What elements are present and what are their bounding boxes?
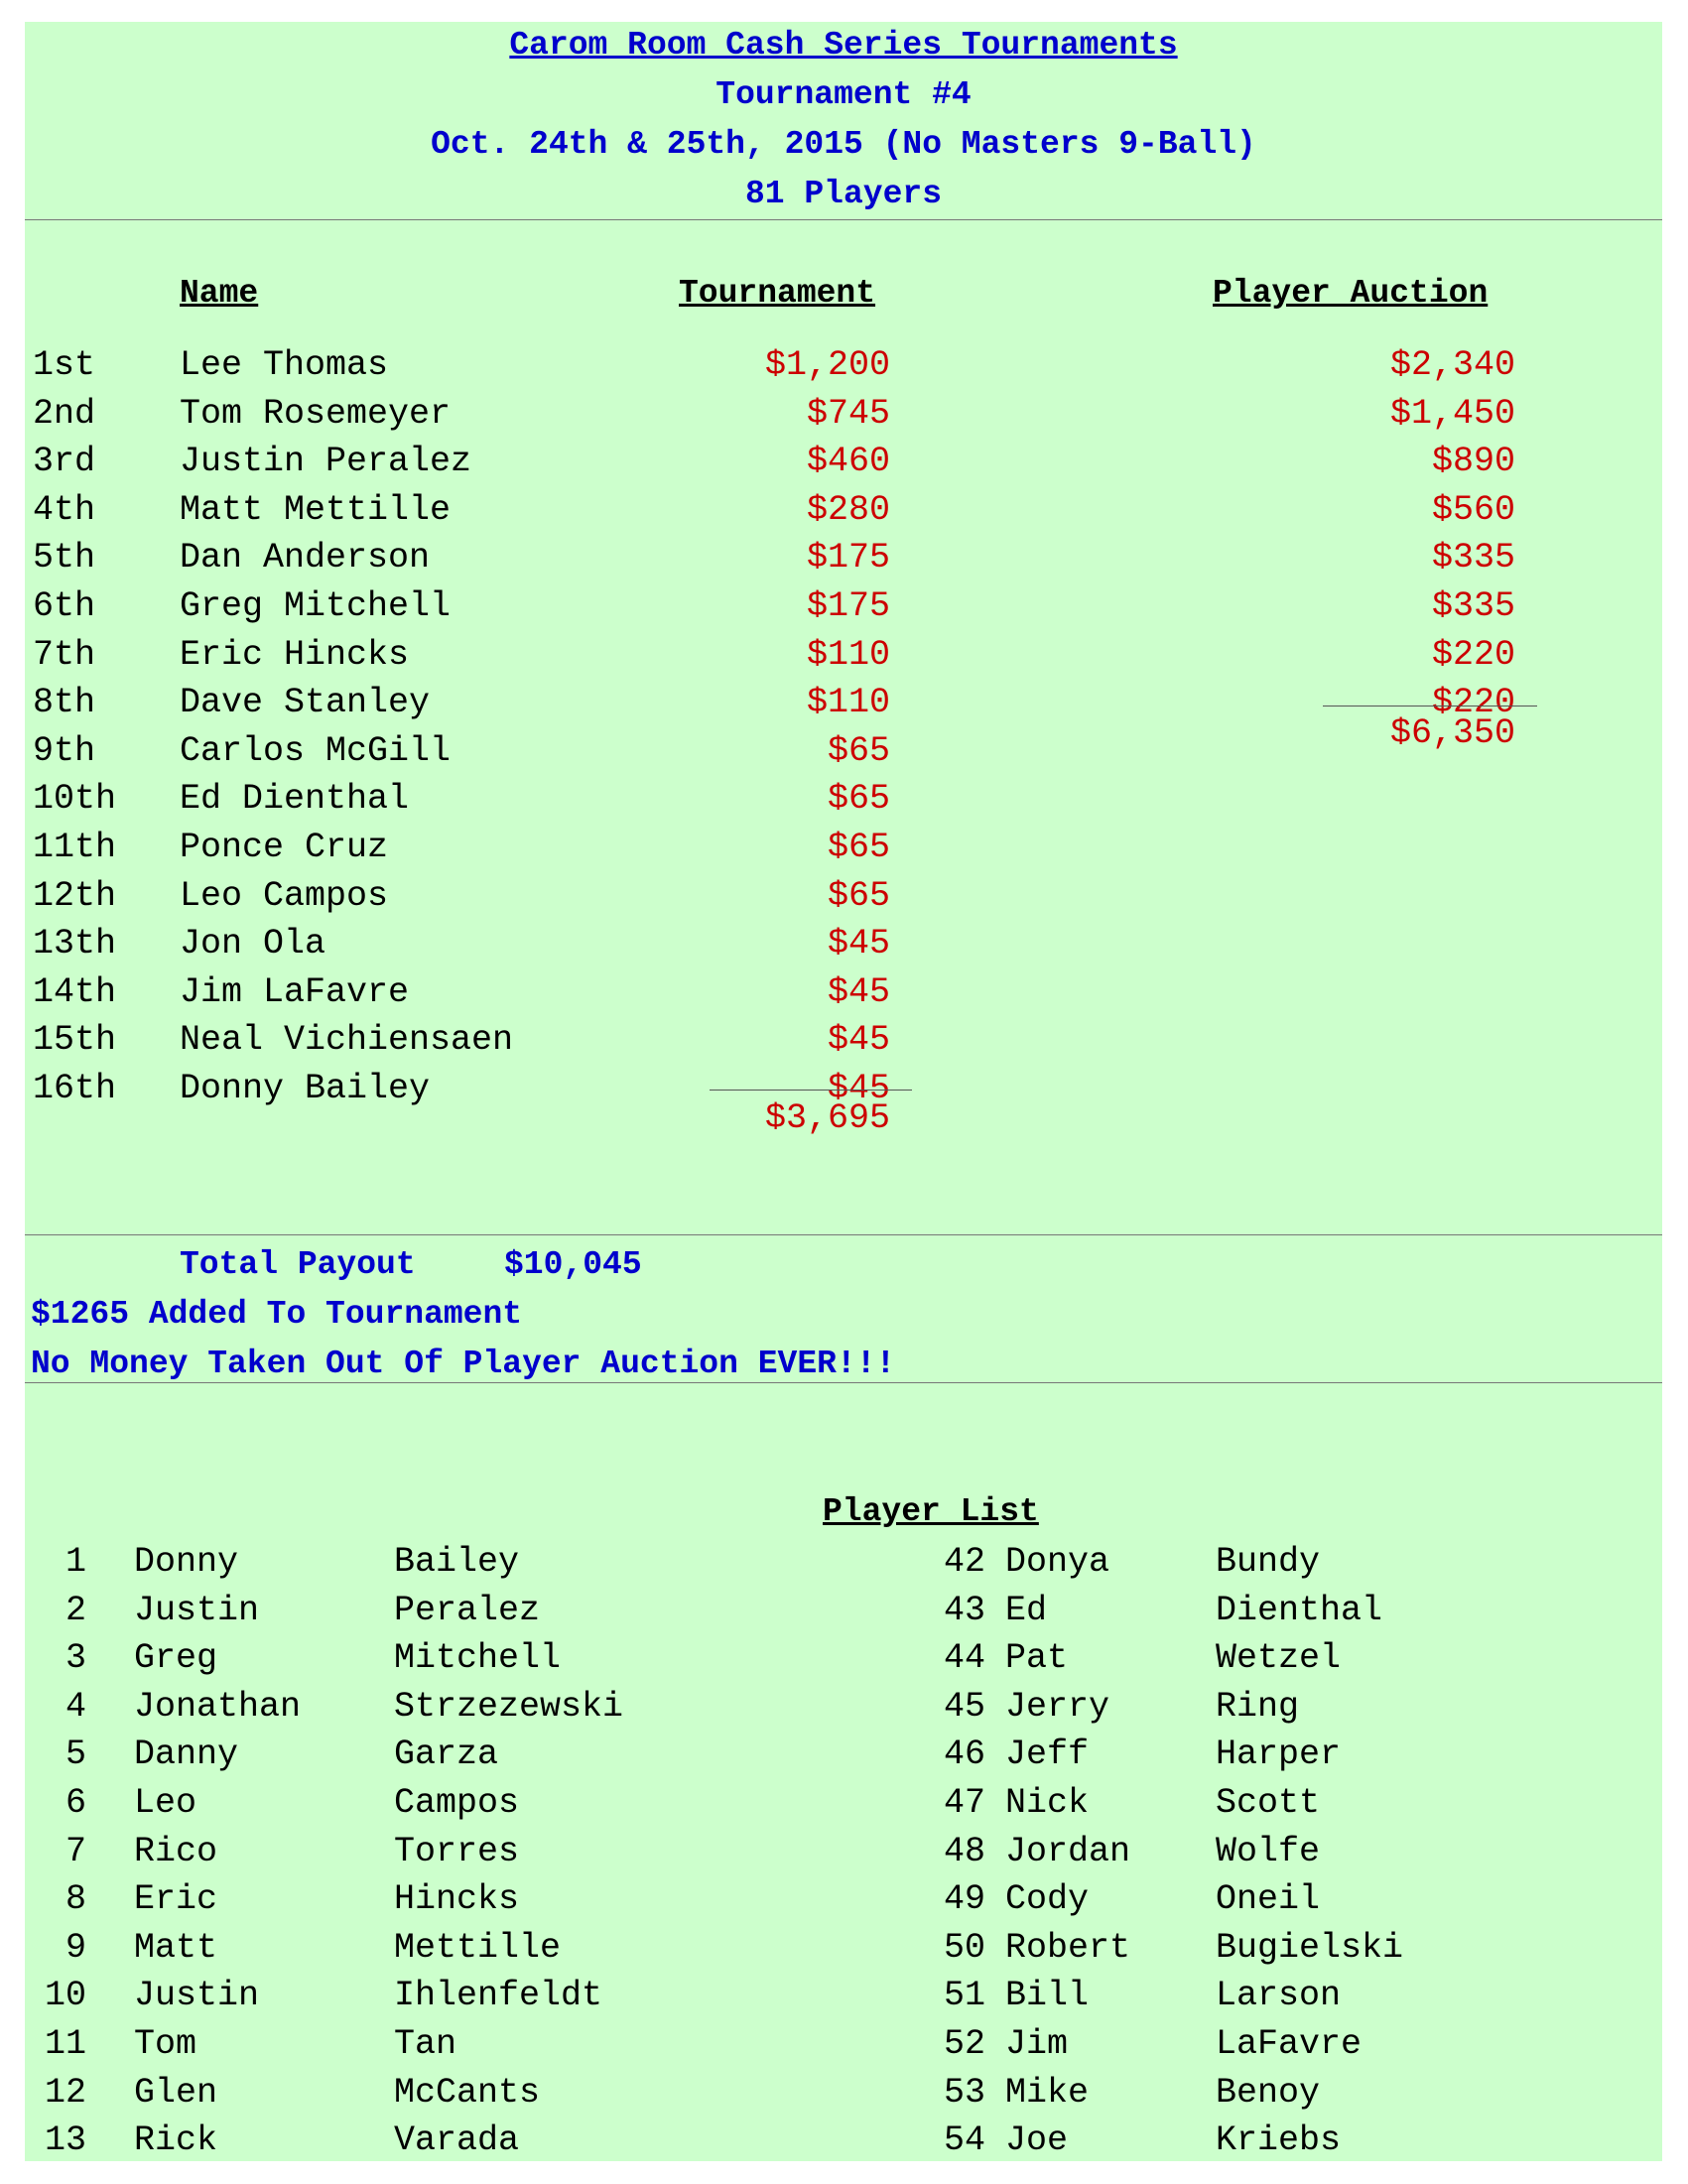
player-first-name: Pat bbox=[1005, 1638, 1069, 1678]
player-first-name: Danny bbox=[134, 1734, 239, 1774]
player-first-name: Greg bbox=[134, 1638, 218, 1678]
auction-note: No Money Taken Out Of Player Auction EVER!!! bbox=[31, 1346, 896, 1382]
player-last-name: Hincks bbox=[394, 1879, 520, 1919]
auction-payout: $890 bbox=[1431, 442, 1515, 481]
player-name: Donny Bailey bbox=[180, 1069, 431, 1108]
player-number: 13 bbox=[45, 2120, 87, 2160]
place-label: 10th bbox=[33, 779, 117, 819]
player-first-name: Tom bbox=[134, 2024, 197, 2064]
divider bbox=[25, 1234, 1662, 1235]
player-number: 4 bbox=[65, 1687, 86, 1727]
player-last-name: Garza bbox=[394, 1734, 499, 1774]
player-first-name: Donya bbox=[1005, 1542, 1110, 1582]
player-last-name: Mitchell bbox=[394, 1638, 562, 1678]
name-column-header: Name bbox=[180, 275, 259, 312]
player-name: Lee Thomas bbox=[180, 345, 389, 385]
divider bbox=[25, 219, 1662, 220]
tournament-payout: $110 bbox=[806, 635, 890, 675]
player-last-name: Peralez bbox=[394, 1591, 541, 1630]
tournament-total: $3,695 bbox=[764, 1098, 890, 1138]
auction-payout: $1,450 bbox=[1389, 394, 1515, 434]
player-first-name: Leo bbox=[134, 1783, 197, 1823]
player-number: 1 bbox=[65, 1542, 86, 1582]
player-first-name: Justin bbox=[134, 1976, 260, 2015]
player-name: Justin Peralez bbox=[180, 442, 472, 481]
player-last-name: Harper bbox=[1216, 1734, 1342, 1774]
place-label: 15th bbox=[33, 1020, 117, 1060]
player-number: 11 bbox=[45, 2024, 87, 2064]
player-last-name: Tan bbox=[394, 2024, 457, 2064]
player-last-name: Benoy bbox=[1216, 2073, 1321, 2113]
player-first-name: Mike bbox=[1005, 2073, 1090, 2113]
tournament-payout: $280 bbox=[806, 490, 890, 530]
place-label: 16th bbox=[33, 1069, 117, 1108]
auction-total: $6,350 bbox=[1389, 713, 1515, 753]
player-number: 53 bbox=[943, 2073, 985, 2113]
page-title-link[interactable]: Carom Room Cash Series Tournaments bbox=[509, 27, 1178, 64]
tournament-payout: $65 bbox=[827, 828, 890, 867]
player-last-name: McCants bbox=[394, 2073, 541, 2113]
place-label: 8th bbox=[33, 683, 96, 722]
player-number: 42 bbox=[943, 1542, 985, 1582]
player-first-name: Jeff bbox=[1005, 1734, 1090, 1774]
player-last-name: Scott bbox=[1216, 1783, 1321, 1823]
place-label: 6th bbox=[33, 586, 96, 626]
player-name: Ed Dienthal bbox=[180, 779, 410, 819]
player-first-name: Ed bbox=[1005, 1591, 1048, 1630]
player-number: 5 bbox=[65, 1734, 86, 1774]
player-number: 9 bbox=[65, 1928, 86, 1968]
player-name: Neal Vichiensaen bbox=[180, 1020, 514, 1060]
total-payout-label: Total Payout bbox=[180, 1246, 416, 1283]
tournament-payout: $45 bbox=[827, 1069, 890, 1108]
player-name: Jon Ola bbox=[180, 924, 326, 964]
player-name: Dave Stanley bbox=[180, 683, 431, 722]
player-number: 12 bbox=[45, 2073, 87, 2113]
player-number: 50 bbox=[943, 1928, 985, 1968]
place-label: 14th bbox=[33, 972, 117, 1012]
total-payout-value: $10,045 bbox=[504, 1246, 642, 1283]
player-number: 8 bbox=[65, 1879, 86, 1919]
player-last-name: Larson bbox=[1216, 1976, 1342, 2015]
player-number: 48 bbox=[943, 1832, 985, 1871]
player-last-name: Oneil bbox=[1216, 1879, 1321, 1919]
tournament-payout: $1,200 bbox=[764, 345, 890, 385]
tournament-payout: $175 bbox=[806, 538, 890, 578]
player-first-name: Robert bbox=[1005, 1928, 1131, 1968]
auction-column-header: Player Auction bbox=[1213, 275, 1489, 312]
player-number: 10 bbox=[45, 1976, 87, 2015]
player-number: 44 bbox=[943, 1638, 985, 1678]
player-first-name: Joe bbox=[1005, 2120, 1069, 2160]
auction-payout: $335 bbox=[1431, 538, 1515, 578]
player-number: 54 bbox=[943, 2120, 985, 2160]
player-last-name: Mettille bbox=[394, 1928, 562, 1968]
auction-sum-line bbox=[1323, 706, 1537, 707]
place-label: 13th bbox=[33, 924, 117, 964]
player-last-name: Wolfe bbox=[1216, 1832, 1321, 1871]
player-last-name: Strzezewski bbox=[394, 1687, 624, 1727]
player-number: 52 bbox=[943, 2024, 985, 2064]
place-label: 11th bbox=[33, 828, 117, 867]
place-label: 2nd bbox=[33, 394, 96, 434]
player-name: Eric Hincks bbox=[180, 635, 410, 675]
tournament-payout: $110 bbox=[806, 683, 890, 722]
player-count: 81 Players bbox=[744, 176, 943, 212]
player-name: Carlos McGill bbox=[180, 731, 452, 771]
auction-payout: $2,340 bbox=[1389, 345, 1515, 385]
player-first-name: Jerry bbox=[1005, 1687, 1110, 1727]
tournament-payout: $65 bbox=[827, 731, 890, 771]
player-last-name: Bailey bbox=[394, 1542, 520, 1582]
results-sheet bbox=[25, 22, 1662, 2161]
tournament-payout: $45 bbox=[827, 924, 890, 964]
auction-payout: $560 bbox=[1431, 490, 1515, 530]
player-first-name: Bill bbox=[1005, 1976, 1090, 2015]
player-last-name: Bugielski bbox=[1216, 1928, 1404, 1968]
player-number: 6 bbox=[65, 1783, 86, 1823]
tournament-payout: $45 bbox=[827, 972, 890, 1012]
tournament-payout: $745 bbox=[806, 394, 890, 434]
player-last-name: Dienthal bbox=[1216, 1591, 1383, 1630]
player-name: Greg Mitchell bbox=[180, 586, 452, 626]
player-name: Jim LaFavre bbox=[180, 972, 410, 1012]
place-label: 1st bbox=[33, 345, 96, 385]
player-name: Tom Rosemeyer bbox=[180, 394, 452, 434]
auction-payout: $220 bbox=[1431, 683, 1515, 722]
player-last-name: Bundy bbox=[1216, 1542, 1321, 1582]
player-number: 47 bbox=[943, 1783, 985, 1823]
place-label: 12th bbox=[33, 876, 117, 916]
player-name: Dan Anderson bbox=[180, 538, 431, 578]
place-label: 3rd bbox=[33, 442, 96, 481]
player-name: Ponce Cruz bbox=[180, 828, 389, 867]
player-number: 3 bbox=[65, 1638, 86, 1678]
player-first-name: Rick bbox=[134, 2120, 218, 2160]
place-label: 5th bbox=[33, 538, 96, 578]
player-first-name: Donny bbox=[134, 1542, 239, 1582]
auction-payout: $220 bbox=[1431, 635, 1515, 675]
player-number: 46 bbox=[943, 1734, 985, 1774]
auction-payout: $335 bbox=[1431, 586, 1515, 626]
divider bbox=[25, 1382, 1662, 1383]
player-first-name: Jordan bbox=[1005, 1832, 1131, 1871]
player-number: 7 bbox=[65, 1832, 86, 1871]
tournament-number: Tournament #4 bbox=[715, 76, 972, 113]
player-name: Matt Mettille bbox=[180, 490, 452, 530]
player-first-name: Nick bbox=[1005, 1783, 1090, 1823]
player-number: 43 bbox=[943, 1591, 985, 1630]
player-last-name: Campos bbox=[394, 1783, 520, 1823]
tournament-payout: $65 bbox=[827, 779, 890, 819]
player-last-name: Torres bbox=[394, 1832, 520, 1871]
tournament-column-header: Tournament bbox=[679, 275, 876, 312]
added-money-note: $1265 Added To Tournament bbox=[31, 1296, 523, 1333]
player-number: 49 bbox=[943, 1879, 985, 1919]
tournament-payout: $460 bbox=[806, 442, 890, 481]
tournament-payout: $65 bbox=[827, 876, 890, 916]
player-number: 51 bbox=[943, 1976, 985, 2015]
player-first-name: Matt bbox=[134, 1928, 218, 1968]
player-name: Leo Campos bbox=[180, 876, 389, 916]
player-first-name: Cody bbox=[1005, 1879, 1090, 1919]
tournament-dates: Oct. 24th & 25th, 2015 (No Masters 9-Ball) bbox=[431, 126, 1256, 163]
tournament-payout: $45 bbox=[827, 1020, 890, 1060]
place-label: 4th bbox=[33, 490, 96, 530]
player-list-title: Player List bbox=[823, 1493, 1039, 1530]
player-first-name: Justin bbox=[134, 1591, 260, 1630]
player-last-name: Ihlenfeldt bbox=[394, 1976, 603, 2015]
player-first-name: Jim bbox=[1005, 2024, 1069, 2064]
player-last-name: Kriebs bbox=[1216, 2120, 1342, 2160]
place-label: 7th bbox=[33, 635, 96, 675]
tournament-sum-line bbox=[710, 1090, 912, 1091]
player-last-name: Varada bbox=[394, 2120, 520, 2160]
tournament-payout: $175 bbox=[806, 586, 890, 626]
player-first-name: Eric bbox=[134, 1879, 218, 1919]
player-number: 2 bbox=[65, 1591, 86, 1630]
player-first-name: Glen bbox=[134, 2073, 218, 2113]
player-first-name: Jonathan bbox=[134, 1687, 302, 1727]
player-first-name: Rico bbox=[134, 1832, 218, 1871]
player-last-name: Wetzel bbox=[1216, 1638, 1342, 1678]
place-label: 9th bbox=[33, 731, 96, 771]
player-number: 45 bbox=[943, 1687, 985, 1727]
player-last-name: Ring bbox=[1216, 1687, 1300, 1727]
player-last-name: LaFavre bbox=[1216, 2024, 1363, 2064]
